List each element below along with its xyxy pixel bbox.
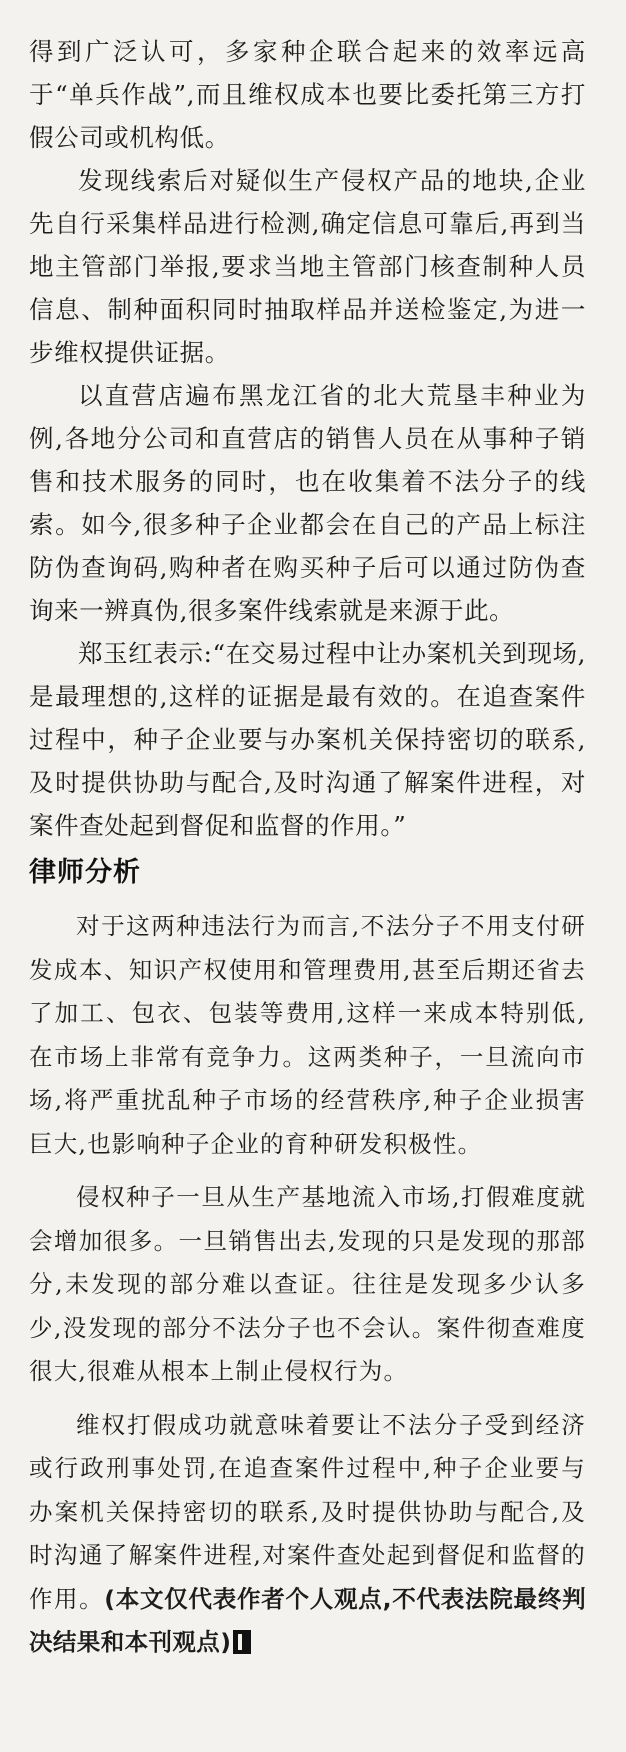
article-body-upper	[29, 30, 586, 847]
paragraph-clue-sampling: 发现线索后对疑似生产侵权产品的地块,企业先自行采集样品进行检测,确定信息可靠后,再到当地主管部门举报,要求当地主管部门核查制种人员信息、制种面积同时抽取样品并送检鉴定,为进一步维权提供证据。	[29, 166, 586, 367]
article-body-lower	[29, 905, 586, 1665]
paragraph-continuation: 得到广泛认可，多家种企联合起来的效率远高于“单兵作战”,而且维权成本也要比委托第三方打假公司或机构低。	[29, 37, 586, 152]
section-heading-lawyer-analysis: 律师分析	[29, 857, 141, 888]
paragraph-low-cost-analysis: 对于这两种违法行为而言,不法分子不用支付研发成本、知识产权使用和管理费用,甚至后期还省去了加工、包衣、包装等费用,这样一来成本特别低,在市场上非常有竞争力。这两类种子，一旦流向市场,将严重扰乱种子市场的经营秩序,种子企业损害巨大,也影响种子企业的育种研发积极性。	[29, 912, 586, 1158]
disclaimer-note: (本文仅代表作者个人观点,不代表法院最终判决结果和本刊观点)	[29, 1584, 586, 1656]
paragraph-difficulty-analysis: 侵权种子一旦从生产基地流入市场,打假难度就会增加很多。一旦销售出去,发现的只是发现的那部分,未发现的部分难以查证。往往是发现多少认多少,没发现的部分不法分子也不会认。案件彻查难度很大,很难从根本上制止侵权行为。	[29, 1183, 586, 1385]
paragraph-zheng-yuhong-quote: 郑玉红表示:“在交易过程中让办案机关到现场,是最理想的,这样的证据是最有效的。在追查案件过程中，种子企业要与办案机关保持密切的联系,及时提供协助与配合,及时沟通了解案件进程，对案件查处起到督促和监督的作用。”	[29, 639, 586, 840]
paragraph-beidahuang-example: 以直营店遍布黑龙江省的北大荒垦丰种业为例,各地分公司和直营店的销售人员在从事种子销售和技术服务的同时，也在收集着不法分子的线索。如今,很多种子企业都会在自己的产品上标注防伪查询码,购种者在购买种子后可以通过防伪查询来一辨真伪,很多案件线索就是来源于此。	[29, 381, 586, 625]
end-of-article-icon	[233, 1630, 251, 1654]
conclusion-text: 维权打假成功就意味着要让不法分子受到经济或行政刑事处罚,在追查案件过程中,种子企业要与办案机关保持密切的联系,及时提供协助与配合,及时沟通了解案件进程,对案件查处起到督促和监督的作用。	[29, 1410, 586, 1613]
paragraph-conclusion	[29, 1404, 586, 1665]
